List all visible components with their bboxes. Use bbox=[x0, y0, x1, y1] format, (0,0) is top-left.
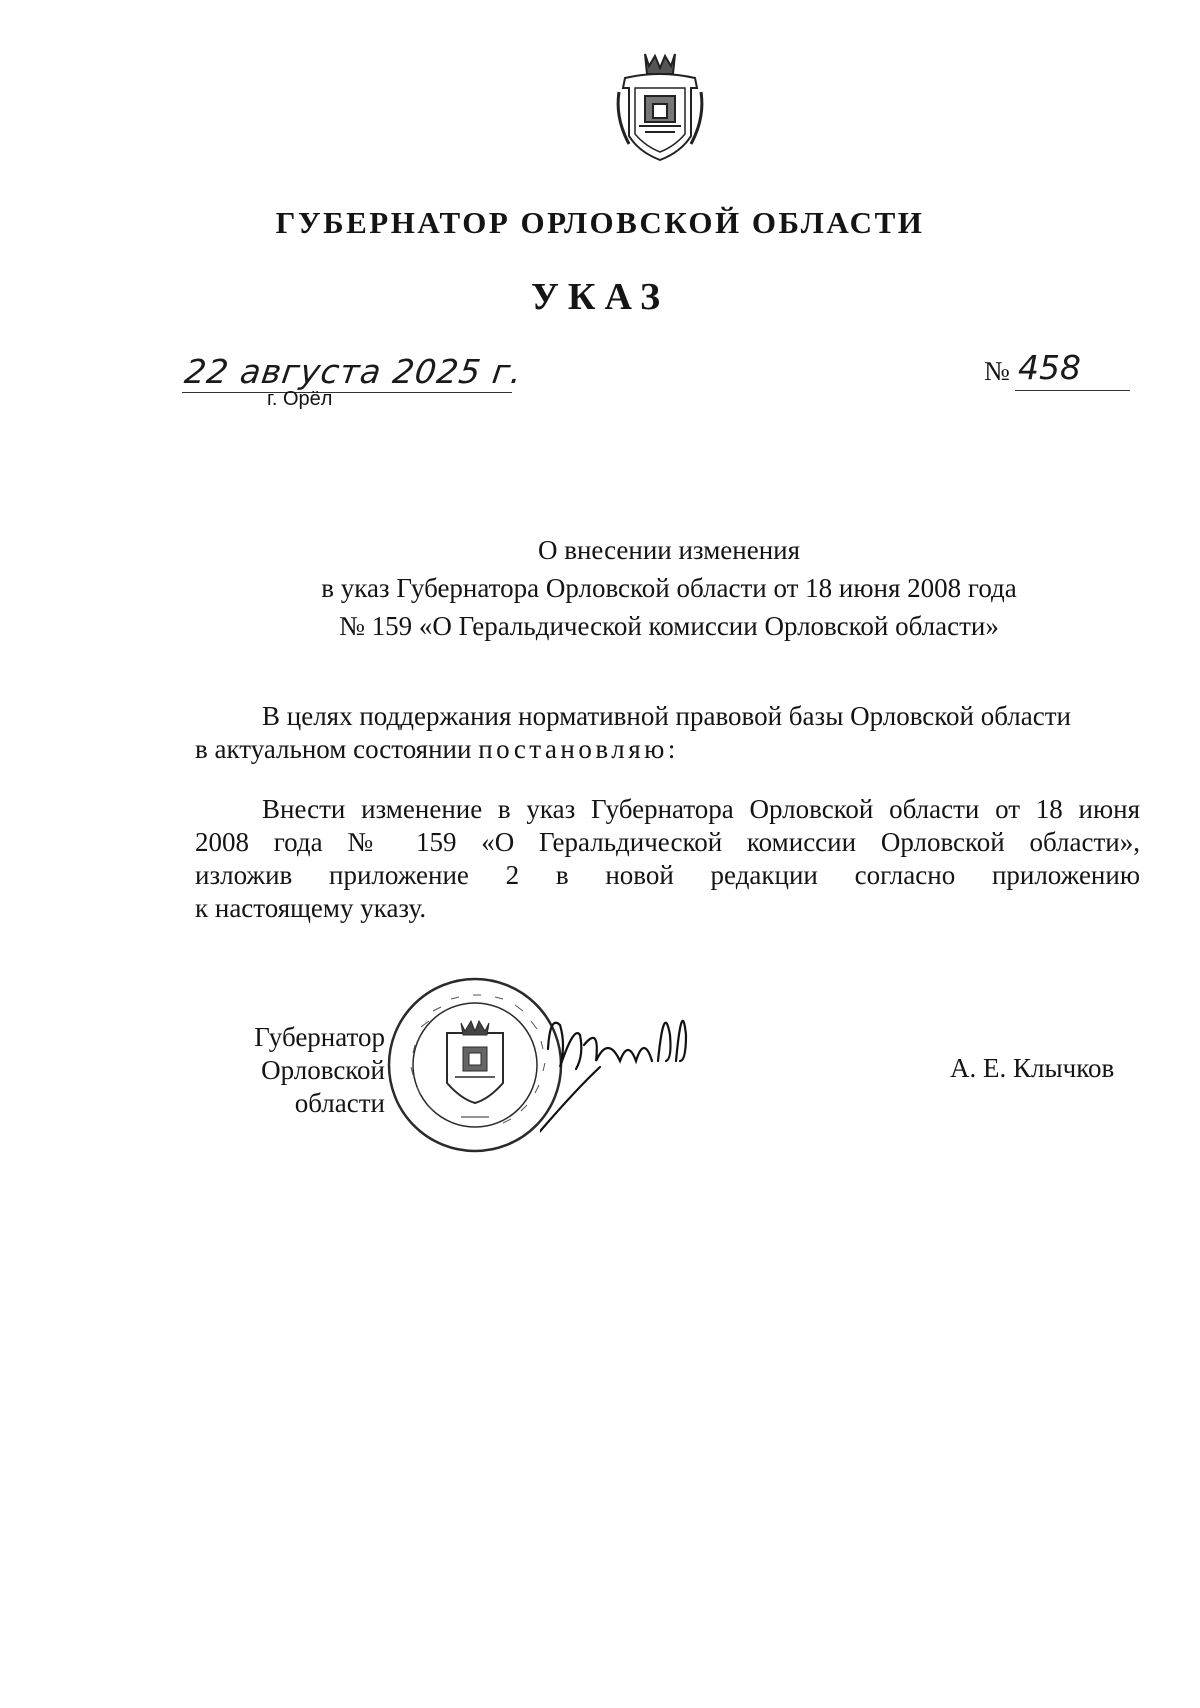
preamble-paragraph bbox=[195, 700, 1140, 766]
decree-keyword: постановляю: bbox=[478, 734, 679, 764]
handwritten-number: 458 bbox=[1018, 348, 1081, 387]
number-sign: № bbox=[984, 356, 1010, 386]
signatory-title-line: Губернатор bbox=[254, 1022, 385, 1052]
document-title bbox=[0, 531, 1200, 645]
issuing-authority: ГУБЕРНАТОР ОРЛОВСКОЙ ОБЛАСТИ bbox=[275, 205, 925, 240]
paragraph-line bbox=[195, 733, 1140, 766]
operative-paragraph bbox=[195, 793, 1140, 925]
paragraph-text: в актуальном состоянии bbox=[195, 734, 479, 764]
handwritten-signature bbox=[540, 1005, 720, 1155]
paragraph-line: к настоящему указу. bbox=[195, 893, 427, 923]
paragraph-line: Внести изменение в указ Губернатора Орловской области от 18 июня bbox=[262, 794, 1140, 824]
date-underline bbox=[182, 392, 512, 393]
paragraph-line: 2008 года № 159 «О Геральдической комиссии Орловской области», bbox=[195, 827, 1140, 857]
number-underline bbox=[1015, 390, 1130, 391]
signatory-name: А. Е. Клычков bbox=[950, 1053, 1115, 1083]
official-seal bbox=[385, 975, 565, 1155]
signatory-title-line: Орловской области bbox=[261, 1055, 385, 1118]
title-line: О внесении изменения bbox=[537, 535, 801, 565]
title-line: в указ Губернатора Орловской области от 18 июня 2008 года bbox=[321, 573, 1017, 603]
paragraph-line: В целях поддержания нормативной правовой базы Орловской области bbox=[262, 701, 1071, 731]
title-line: № 159 «О Геральдической комиссии Орловской области» bbox=[339, 611, 999, 641]
city-label: г. Орёл bbox=[267, 388, 333, 410]
paragraph-line: изложив приложение 2 в новой редакции согласно приложению bbox=[195, 860, 1140, 890]
signatory-title bbox=[200, 1021, 385, 1120]
handwritten-date: 22 августа 2025 г. bbox=[182, 352, 526, 391]
document-type: УКАЗ bbox=[531, 276, 669, 318]
coat-of-arms-emblem bbox=[615, 48, 705, 168]
